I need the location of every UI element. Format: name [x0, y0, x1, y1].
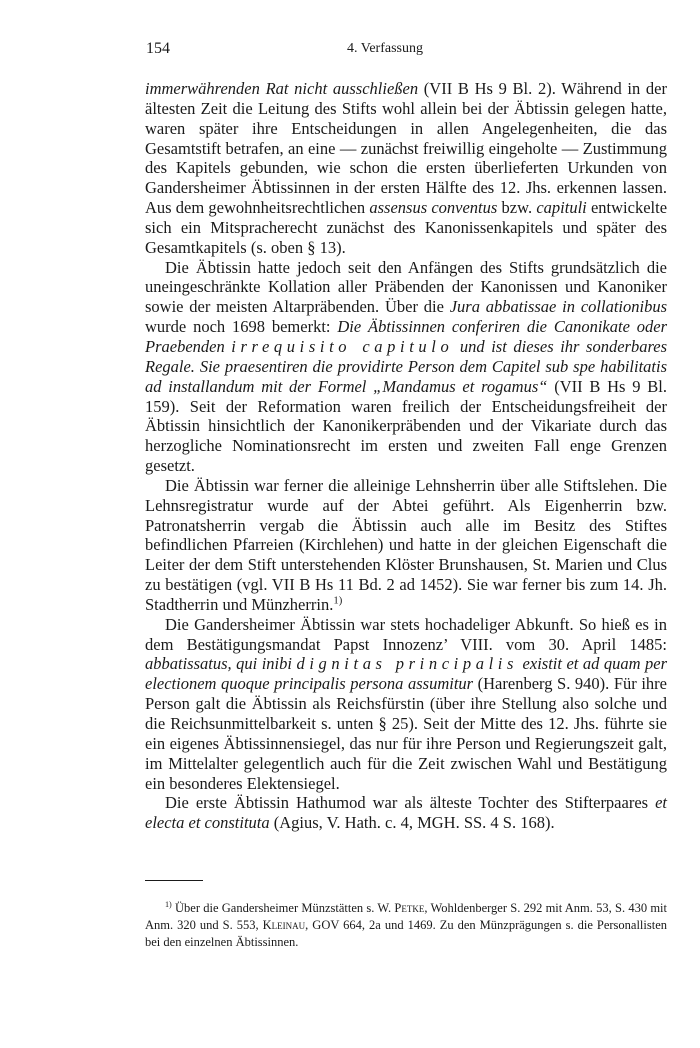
text-run: , GOV 664, 2a und 1469. Zu den Münzprägungen s. die Personallisten bei den einzelnen Äbtissinnen.	[145, 917, 668, 949]
text-run: Die Gandersheimer Äbtissin war stets hochadeliger Abkunft. So hieß es in dem Bestätigungsmandat Papst Innozenz’ VIII. vom 30. April 1485:	[145, 614, 667, 654]
italic-run: abbatissatus, qui inibi	[145, 654, 297, 674]
italic-run: Jura abbatissae in collationibus	[449, 297, 667, 317]
text-run: wurde noch 1698 bemerkt:	[145, 317, 338, 337]
text-run: (VII B Hs 9 Bl. 159). Seit der Reformation waren freilich der Entscheidungsfreiheit der Äbtissin hinsichtlich der Kanonikerpräbenden und der Vikariate durch das herzogliche Nominationsrecht im ersten und zweiten Fall enge Grenzen gesetzt.	[145, 376, 667, 476]
text-run: (Harenberg S. 940). Für ihre Person galt die Äbtissin als Reichsfürstin (über ihre Stellung also solche und die Reichsunmittelbarkeit s. unten § 25). Seit der Mitte des 12. Jhs. führte sie ein eigenes Äbtissinnensiegel, das nur für ihre Person und Regierungszeit galt, im Mittelalter gelegentlich auch für die Zeit zwischen Wahl und Bestätigung ein besonderes Elektensiegel.	[145, 674, 667, 793]
italic-run: assensus conventus	[369, 198, 498, 218]
text-run: , Wohldenberger S. 292 mit Anm. 53, S. 430 mit Anm. 320 und S. 553,	[145, 900, 667, 932]
page-number: 154	[146, 40, 170, 57]
footnote-divider	[145, 880, 203, 881]
text-run: (VII B Hs 9 Bl. 2). Während in der ältesten Zeit die Leitung des Stifts wohl allein bei der Äbtissin gelegen hatte, waren später ihre Entscheidungen in allen Angelegenheiten, die das Gesamtstift betrafen, an eine — zunächst freiwillig eingeholte — Zustimmung des Kapitels gebunden, wie schon die ersten überlieferten Urkunden von Gandersheimer Äbtissinnen in der ersten Hälfte des 12. Jhs. erkennen lassen. Aus dem gewohnheitsrechtlichen	[145, 79, 667, 218]
footnote-marker: 1)	[333, 594, 343, 607]
footnote-marker: 1)	[165, 899, 172, 909]
text-run: entwickelte sich ein Mitspracherecht zunächst des Kanonissenkapitels und später des Gesamtkapitels (s. oben § 13).	[145, 198, 668, 257]
spaced-italic-run: dignitas principalis	[296, 654, 519, 674]
text-run: (Agius, V. Hath. c. 4, MGH. SS. 4 S. 168).	[269, 813, 555, 833]
italic-run: und ist dieses ihr sonderbares Regale. Sie praesentiren die providirte Person dem Capitel sub spe habilitatis ad installandum mit der Formel „Mandamus et rogamus“	[145, 336, 667, 396]
text-run: bzw.	[497, 198, 537, 218]
paragraph	[145, 476, 667, 615]
paragraph	[145, 258, 667, 476]
italic-run: Die Äbtissinnen conferiren die Canonikate oder Praebenden	[145, 317, 667, 356]
text-run: Die Äbtissin war ferner die alleinige Lehnsherrin über alle Stiftslehen. Die Lehnsregistratur wurde auf der Abtei geführt. Als Eigenherrin bzw. Patronatsherrin vergab die Äbtissin auch alle im Besitz des Stiftes befindlichen Pfarreien (Kirchlehen) und hatte in der gleichen Eigenschaft die Leiter der dem Stift unterstehenden Klöster Brunshausen, St. Marien und Clus zu bestätigen (vgl. VII B Hs 11 Bd. 2 ad 1452). Sie war ferner bis zum 14. Jh. Stadtherrin und Münzherrin.	[145, 475, 667, 614]
italic-run: existit et ad quam per electionem quoque principalis persona assumitur	[145, 654, 667, 694]
footnote	[145, 900, 667, 951]
paragraph	[145, 615, 667, 794]
author-name: Kleinau	[262, 917, 306, 932]
paragraph	[145, 79, 667, 258]
italic-run: immerwährenden Rat nicht ausschließen	[145, 79, 419, 98]
paragraph	[145, 793, 667, 833]
author-name: Petke	[394, 900, 425, 915]
spaced-italic-run: irrequisito capitulo	[231, 336, 454, 356]
italic-run: capituli	[536, 198, 587, 218]
italic-run: et electa et constituta	[145, 793, 667, 833]
text-run: Die erste Äbtissin Hathumod war als älteste Tochter des Stifterpaares	[165, 793, 656, 813]
text-run: Über die Gandersheimer Münzstätten s. W.	[171, 900, 395, 915]
body-text	[145, 79, 667, 833]
running-head: 4. Verfassung	[347, 41, 423, 56]
text-run: Die Äbtissin hatte jedoch seit den Anfängen des Stifts grundsätzlich die uneingeschränkte Kollation aller Präbenden der Kanonissen und Kanoniker sowie der meisten Altarpräbenden. Über die	[145, 257, 667, 317]
